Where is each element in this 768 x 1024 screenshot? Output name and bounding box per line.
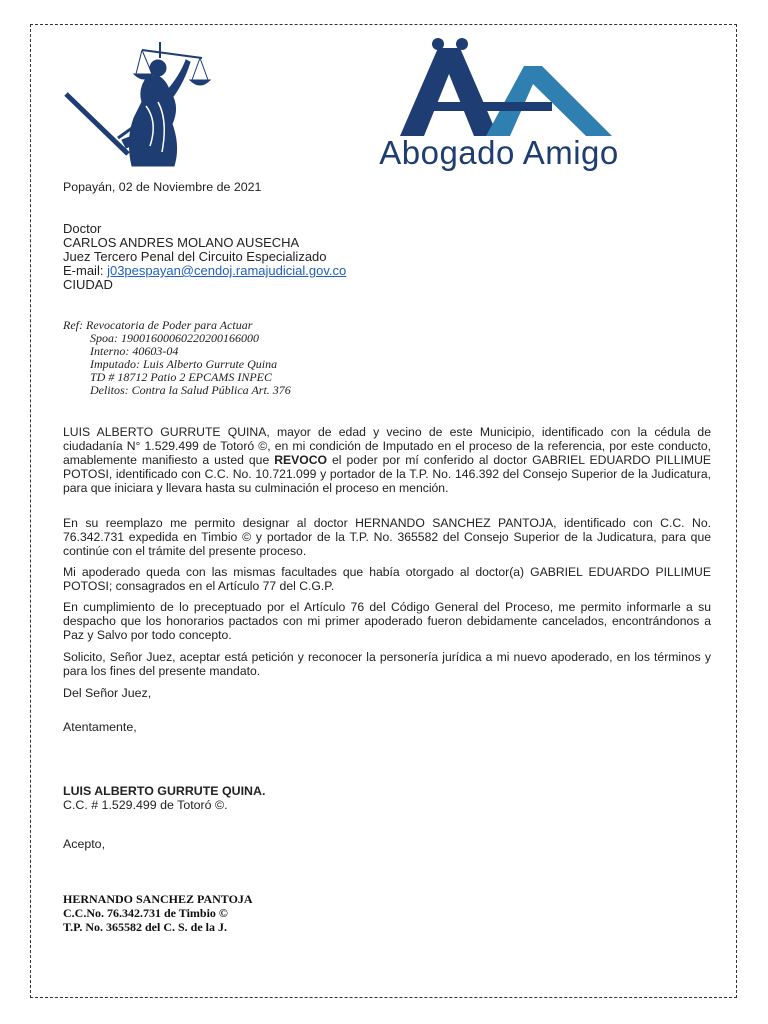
reference-title: Ref: Revocatoria de Poder para Actuar xyxy=(63,318,253,332)
brand-name: Abogado Amigo xyxy=(379,134,619,171)
signature-2-tp: T.P. No. 365582 del C. S. de la J. xyxy=(63,920,228,934)
signature-1-name: LUIS ALBERTO GURRUTE QUINA. xyxy=(63,784,266,798)
reference-imputado: Imputado: Luis Alberto Gurrute Quina xyxy=(90,357,278,371)
recipient-email-line xyxy=(63,264,346,278)
closing-salutation: Del Señor Juez, xyxy=(63,686,152,700)
signature-2-id: C.C.No. 76.342.731 de Timbio © xyxy=(63,906,228,920)
lady-justice-logo xyxy=(62,36,212,172)
reference-spoa: Spoa: 19001600060220200166000 xyxy=(90,331,259,345)
recipient-position: Juez Tercero Penal del Circuito Especializado xyxy=(63,249,327,264)
abogado-amigo-logo xyxy=(316,36,682,176)
reference-delitos: Delitos: Contra la Salud Pública Art. 376 xyxy=(90,383,291,397)
email-label: E-mail: xyxy=(63,263,104,278)
signature-1-id: C.C. # 1.529.499 de Totoró ©. xyxy=(63,798,228,812)
paragraph-2: En su reemplazo me permito designar al doctor HERNANDO SANCHEZ PANTOJA, identificado con C.C. No. 76.342.731 expedida en Timbio © y portador de la T.P. No. 365582 del Consejo Superior de la Judicatura, para que continúe con el trámite del presente proceso. xyxy=(63,516,711,558)
reference-td: TD # 18712 Patio 2 EPCAMS INPEC xyxy=(90,370,272,384)
reference-block xyxy=(63,319,291,397)
revoco-emphasis: REVOCO xyxy=(274,453,328,467)
signature-2-name: HERNANDO SANCHEZ PANTOJA xyxy=(63,892,253,906)
paragraph-1-text-a: LUIS ALBERTO GURRUTE QUINA, mayor de edad y vecino de este Municipio, identificado con la cédula de ciudadanía N° 1.529.499 de Totoró ©, en mi condición de Imputado en el proceso de la referencia, por este conducto, amablemente manifiesto a usted que xyxy=(63,425,711,467)
paragraph-3: Mi apoderado queda con las mismas facultades que había otorgado al doctor(a) GABRIEL EDUARDO PILLIMUE POTOSI; consagrados en el Artículo 77 del C.G.P. xyxy=(63,565,711,593)
paragraph-5: Solicito, Señor Juez, aceptar está petición y reconocer la personería jurídica a mi nuevo apoderado, en los términos y para los fines del presente mandato. xyxy=(63,650,711,678)
reference-interno: Interno: 40603-04 xyxy=(90,344,179,358)
recipient-title: Doctor xyxy=(63,221,102,236)
paragraph-4: En cumplimiento de lo preceptuado por el Artículo 76 del Código General del Proceso, me permito informarle a su despacho que los honorarios pactados con mi primer apoderado fueron debidamente cancelados, encontrándonos a Paz y Salvo por todo concepto. xyxy=(63,600,711,642)
paragraph-1 xyxy=(63,425,711,495)
email-link[interactable]: j03pespayan@cendoj.ramajudicial.gov.co xyxy=(107,263,347,278)
paragraph-1-text-b: el poder por mí conferido al doctor GABRIEL EDUARDO PILLIMUE POTOSI, identificado con C.C. No. 10.721.099 y portador de la T.P. No. 146.392 del Consejo Superior de la Judicatura, para que iniciara y llevara hasta su culminación el proceso en mención. xyxy=(63,453,712,495)
abogado-amigo-icon xyxy=(316,36,682,136)
lady-justice-icon xyxy=(62,36,212,172)
recipient-city: CIUDAD xyxy=(63,277,113,292)
recipient-name: CARLOS ANDRES MOLANO AUSECHA xyxy=(63,235,300,250)
place-date: Popayán, 02 de Noviembre de 2021 xyxy=(63,180,262,194)
closing-regards: Atentamente, xyxy=(63,720,137,734)
accept-label: Acepto, xyxy=(63,837,106,851)
